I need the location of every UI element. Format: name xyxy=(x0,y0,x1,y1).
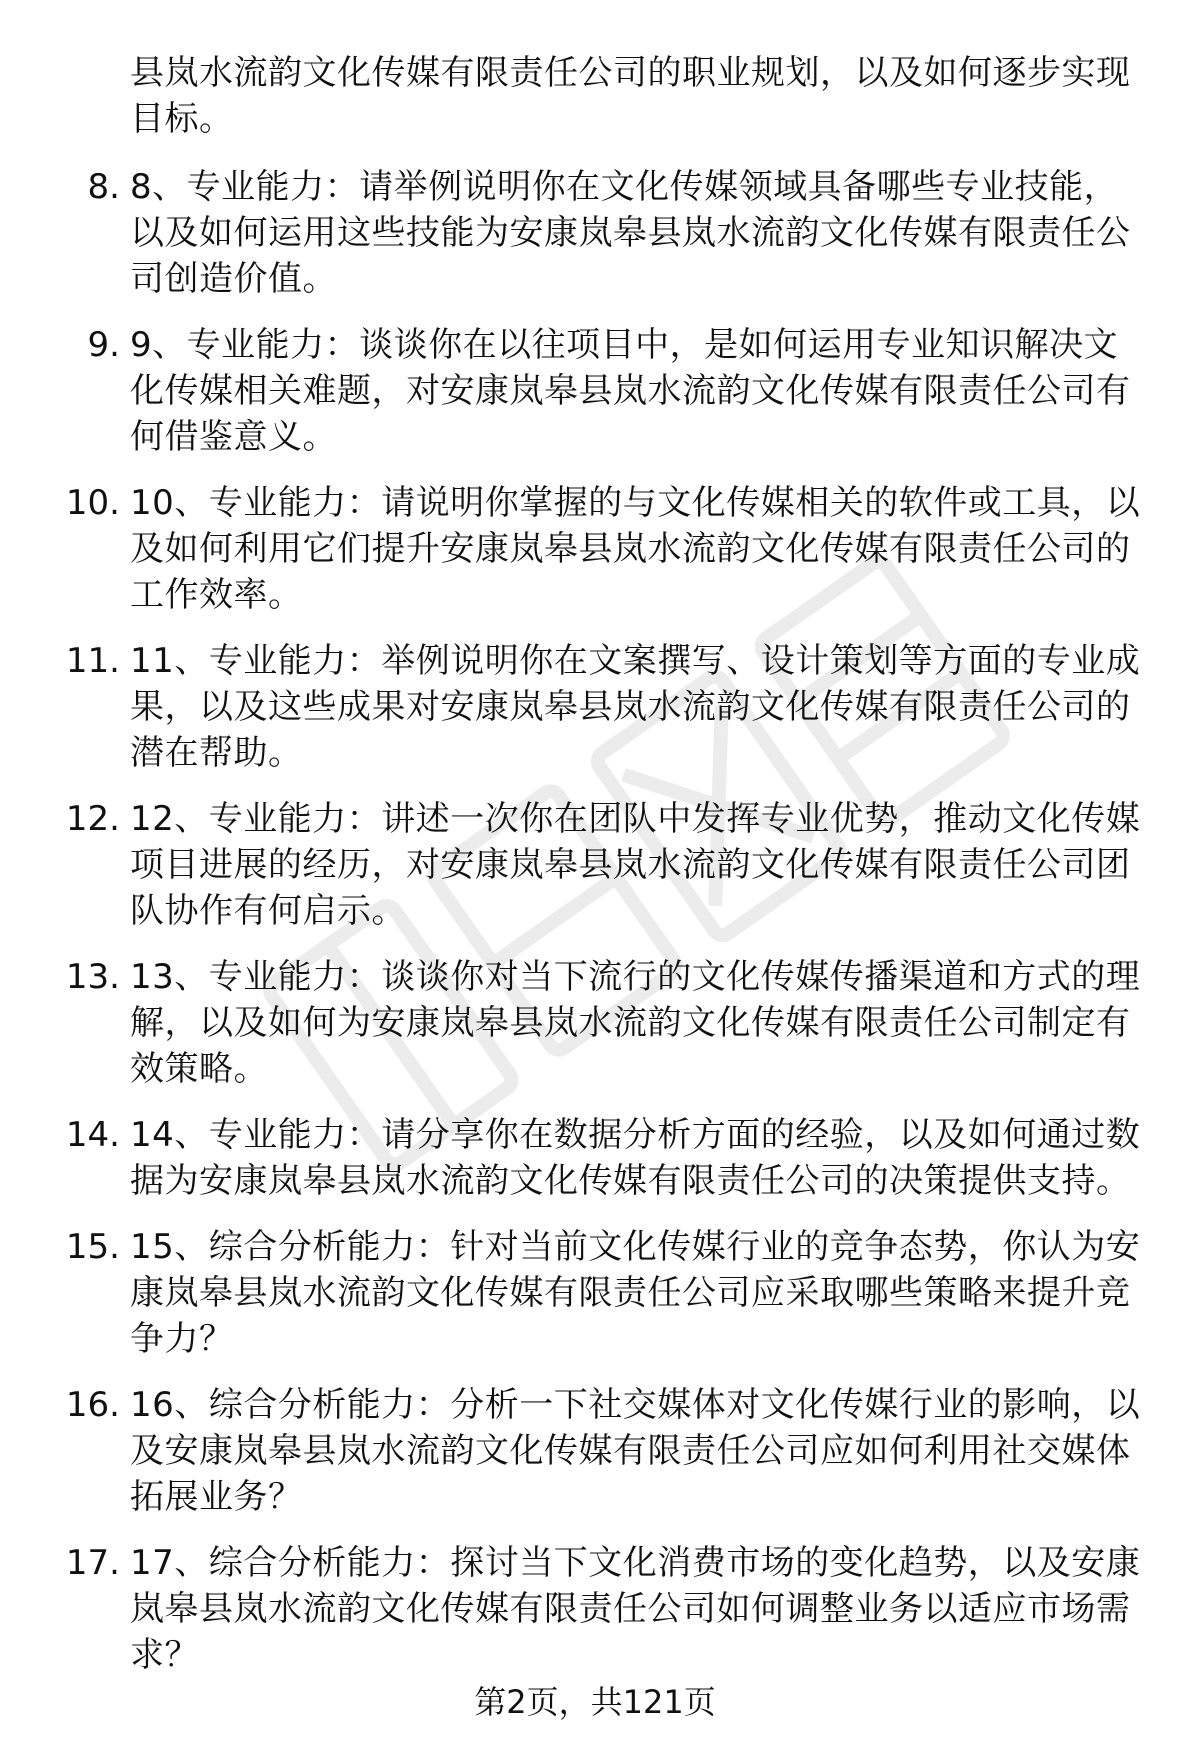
question-text: 15、综合分析能力：针对当前文化传媒行业的竞争态势，你认为安康岚皋县岚水流韵文化传媒有限责任公司应采取哪些策略来提升竞争力？ xyxy=(130,1227,1141,1359)
question-item xyxy=(60,1224,1150,1362)
question-item xyxy=(60,480,1150,618)
question-number: 8. xyxy=(87,167,120,207)
question-text: 9、专业能力：谈谈你在以往项目中，是如何运用专业知识解决文化传媒相关难题，对安康岚皋县岚水流韵文化传媒有限责任公司有何借鉴意义。 xyxy=(130,325,1131,457)
question-number: 13. xyxy=(65,957,120,997)
content-area xyxy=(60,50,1150,1698)
question-item xyxy=(60,1112,1150,1204)
question-item xyxy=(60,796,1150,934)
question-item xyxy=(60,1382,1150,1520)
question-number: 11. xyxy=(65,641,120,681)
question-number: 9. xyxy=(87,325,120,365)
question-item xyxy=(60,1540,1150,1678)
question-text: 16、综合分析能力：分析一下社交媒体对文化传媒行业的影响，以及安康岚皋县岚水流韵文化传媒有限责任公司应如何利用社交媒体拓展业务？ xyxy=(130,1385,1141,1517)
question-number: 17. xyxy=(65,1543,120,1583)
question-text: 11、专业能力：举例说明你在文案撰写、设计策划等方面的专业成果，以及这些成果对安康岚皋县岚水流韵文化传媒有限责任公司的潜在帮助。 xyxy=(130,641,1141,773)
question-text: 12、专业能力：讲述一次你在团队中发挥专业优势，推动文化传媒项目进展的经历，对安康岚皋县岚水流韵文化传媒有限责任公司团队协作有何启示。 xyxy=(130,799,1141,931)
question-number: 14. xyxy=(65,1115,120,1155)
question-text: 10、专业能力：请说明你掌握的与文化传媒相关的软件或工具，以及如何利用它们提升安康岚皋县岚水流韵文化传媒有限责任公司的工作效率。 xyxy=(130,483,1141,615)
question-item xyxy=(60,638,1150,776)
question-number: 15. xyxy=(65,1227,120,1267)
question-number: 12. xyxy=(65,799,120,839)
question-list xyxy=(60,164,1150,1678)
question-item xyxy=(60,322,1150,460)
page-number-footer: 第2页，共121页 xyxy=(474,1683,716,1721)
question-text: 14、专业能力：请分享你在数据分析方面的经验，以及如何通过数据为安康岚皋县岚水流韵文化传媒有限责任公司的决策提供支持。 xyxy=(130,1115,1141,1201)
question-item xyxy=(60,164,1150,302)
question-text: 13、专业能力：谈谈你对当下流行的文化传媒传播渠道和方式的理解，以及如何为安康岚皋县岚水流韵文化传媒有限责任公司制定有效策略。 xyxy=(130,957,1141,1089)
question-number: 16. xyxy=(65,1385,120,1425)
question-text: 8、专业能力：请举例说明你在文化传媒领域具备哪些专业技能，以及如何运用这些技能为安康岚皋县岚水流韵文化传媒有限责任公司创造价值。 xyxy=(130,167,1131,299)
continuation-paragraph: 县岚水流韵文化传媒有限责任公司的职业规划，以及如何逐步实现目标。 xyxy=(130,53,1131,139)
question-number: 10. xyxy=(65,483,120,523)
question-text: 17、综合分析能力：探讨当下文化消费市场的变化趋势，以及安康岚皋县岚水流韵文化传媒有限责任公司如何调整业务以适应市场需求？ xyxy=(130,1543,1141,1675)
question-item xyxy=(60,954,1150,1092)
